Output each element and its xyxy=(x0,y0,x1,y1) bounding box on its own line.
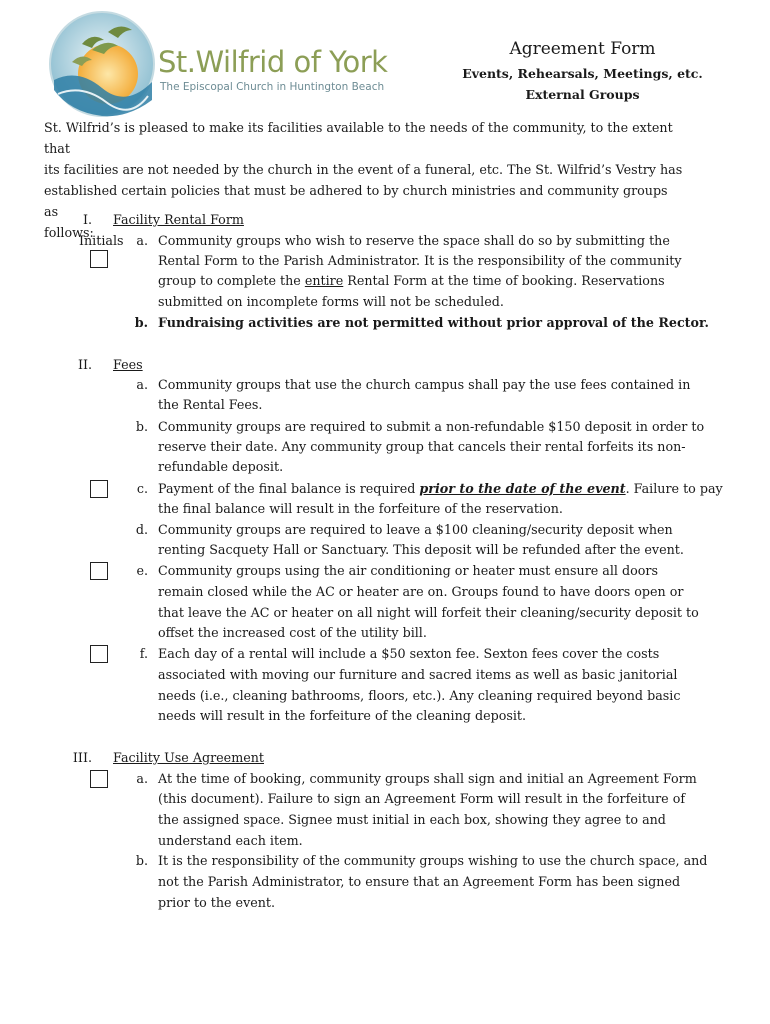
item-letter: a. xyxy=(136,233,148,248)
item-text: Community groups are required to submit a non-refundable $150 deposit in order to xyxy=(158,419,705,434)
initials-label: Initials xyxy=(79,233,124,248)
item-text: refundable deposit. xyxy=(158,459,284,474)
item-text: (this document). Failure to sign an Agreement Form will result in the forfeiture of xyxy=(158,791,686,806)
item-text: the Rental Fees. xyxy=(158,397,263,412)
section-3-number: III. xyxy=(72,750,92,765)
item-text: Each day of a rental will include a $50 sexton fee. Sexton fees cover the costs xyxy=(158,646,660,661)
item-letter: b. xyxy=(135,853,148,868)
intro-line: follows: xyxy=(44,225,94,240)
item-text: group to complete the entire Rental Form at the time of booking. Reservations xyxy=(158,273,665,288)
initials-checkbox-2f[interactable] xyxy=(90,645,108,663)
section-2-number: II. xyxy=(77,357,92,372)
item-text: At the time of booking, community groups shall sign and initial an Agreement Form xyxy=(158,771,697,786)
item-text-fundraising: Fundraising activities are not permitted without prior approval of the Rector. xyxy=(158,315,709,330)
item-text: Community groups that use the church campus shall pay the use fees contained in xyxy=(158,377,691,392)
item-text: the final balance will result in the forfeiture of the reservation. xyxy=(158,501,563,516)
item-text: prior to the event. xyxy=(158,895,276,910)
item-text: Rental Form to the Parish Administrator. It is the responsibility of the community xyxy=(158,253,682,268)
item-letter: b. xyxy=(134,315,148,330)
item-text: submitted on incomplete forms will not be scheduled. xyxy=(158,294,504,309)
item-letter: b. xyxy=(135,419,148,434)
item-text: needs (i.e., cleaning bathrooms, floors, etc.). Any cleaning required beyond basic xyxy=(158,688,681,703)
initials-checkbox-3a[interactable] xyxy=(90,770,108,788)
emphasis-prior-to-event: prior to the date of the event xyxy=(419,481,626,496)
initials-checkbox-2c[interactable] xyxy=(90,480,108,498)
item-letter: c. xyxy=(136,481,148,496)
section-1-number: I. xyxy=(82,212,92,227)
item-text: associated with moving our furniture and sacred items as well as basic janitorial xyxy=(158,667,678,682)
logo-tagline: The Episcopal Church in Huntington Beach xyxy=(160,81,385,93)
item-letter: f. xyxy=(139,646,148,661)
item-letter: e. xyxy=(136,563,148,578)
item-text: Payment of the final balance is required prior to the date of the event. Failure to pay xyxy=(158,481,723,496)
form-subtitle-events: Events, Rehearsals, Meetings, etc. xyxy=(462,66,703,81)
intro-line: established certain policies that must be adhered to by church ministries and community groups as xyxy=(44,183,668,219)
item-text: Community groups who wish to reserve the space shall do so by submitting the xyxy=(158,233,670,248)
logo-church-name: St.Wilfrid of York xyxy=(158,45,388,79)
item-text: understand each item. xyxy=(158,833,303,848)
item-letter: a. xyxy=(136,771,148,786)
sun-birds-logo-icon xyxy=(48,10,156,118)
section-1-title: Facility Rental Form xyxy=(113,212,244,227)
item-text: Community groups are required to leave a $100 cleaning/security deposit when xyxy=(158,522,673,537)
initials-checkbox-2e[interactable] xyxy=(90,562,108,580)
item-text: offset the increased cost of the utility bill. xyxy=(158,625,427,640)
item-letter: d. xyxy=(135,522,148,537)
form-title: Agreement Form xyxy=(509,39,656,59)
item-text: the assigned space. Signee must initial in each box, showing they agree to and xyxy=(158,812,666,827)
section-3-title: Facility Use Agreement xyxy=(113,750,265,765)
church-logo xyxy=(46,10,388,118)
item-text: reserve their date. Any community group that cancels their rental forfeits its non- xyxy=(158,439,686,454)
emphasis-entire: entire xyxy=(304,273,344,288)
intro-line: St. Wilfrid’s is pleased to make its facilities available to the needs of the community, to the extent that xyxy=(44,120,673,156)
item-text: It is the responsibility of the community groups wishing to use the church space, and xyxy=(158,853,708,868)
section-2-title: Fees xyxy=(113,357,143,372)
item-text: renting Sacquety Hall or Sanctuary. This deposit will be refunded after the event. xyxy=(158,542,684,557)
item-text: that leave the AC or heater on all night will forfeit their cleaning/security deposit to xyxy=(158,605,699,620)
item-text: remain closed while the AC or heater are on. Groups found to have doors open or xyxy=(158,584,684,599)
item-letter: a. xyxy=(136,377,148,392)
item-text: not the Parish Administrator, to ensure that an Agreement Form has been signed xyxy=(158,874,681,889)
item-text: needs will result in the forfeiture of the cleaning deposit. xyxy=(158,708,527,723)
form-subtitle-groups: External Groups xyxy=(525,87,640,102)
intro-line: its facilities are not needed by the church in the event of a funeral, etc. The St. Wilfrid’s Vestry has xyxy=(44,162,683,177)
item-text: Community groups using the air conditioning or heater must ensure all doors xyxy=(158,563,658,578)
initials-checkbox-1a[interactable] xyxy=(90,250,108,268)
